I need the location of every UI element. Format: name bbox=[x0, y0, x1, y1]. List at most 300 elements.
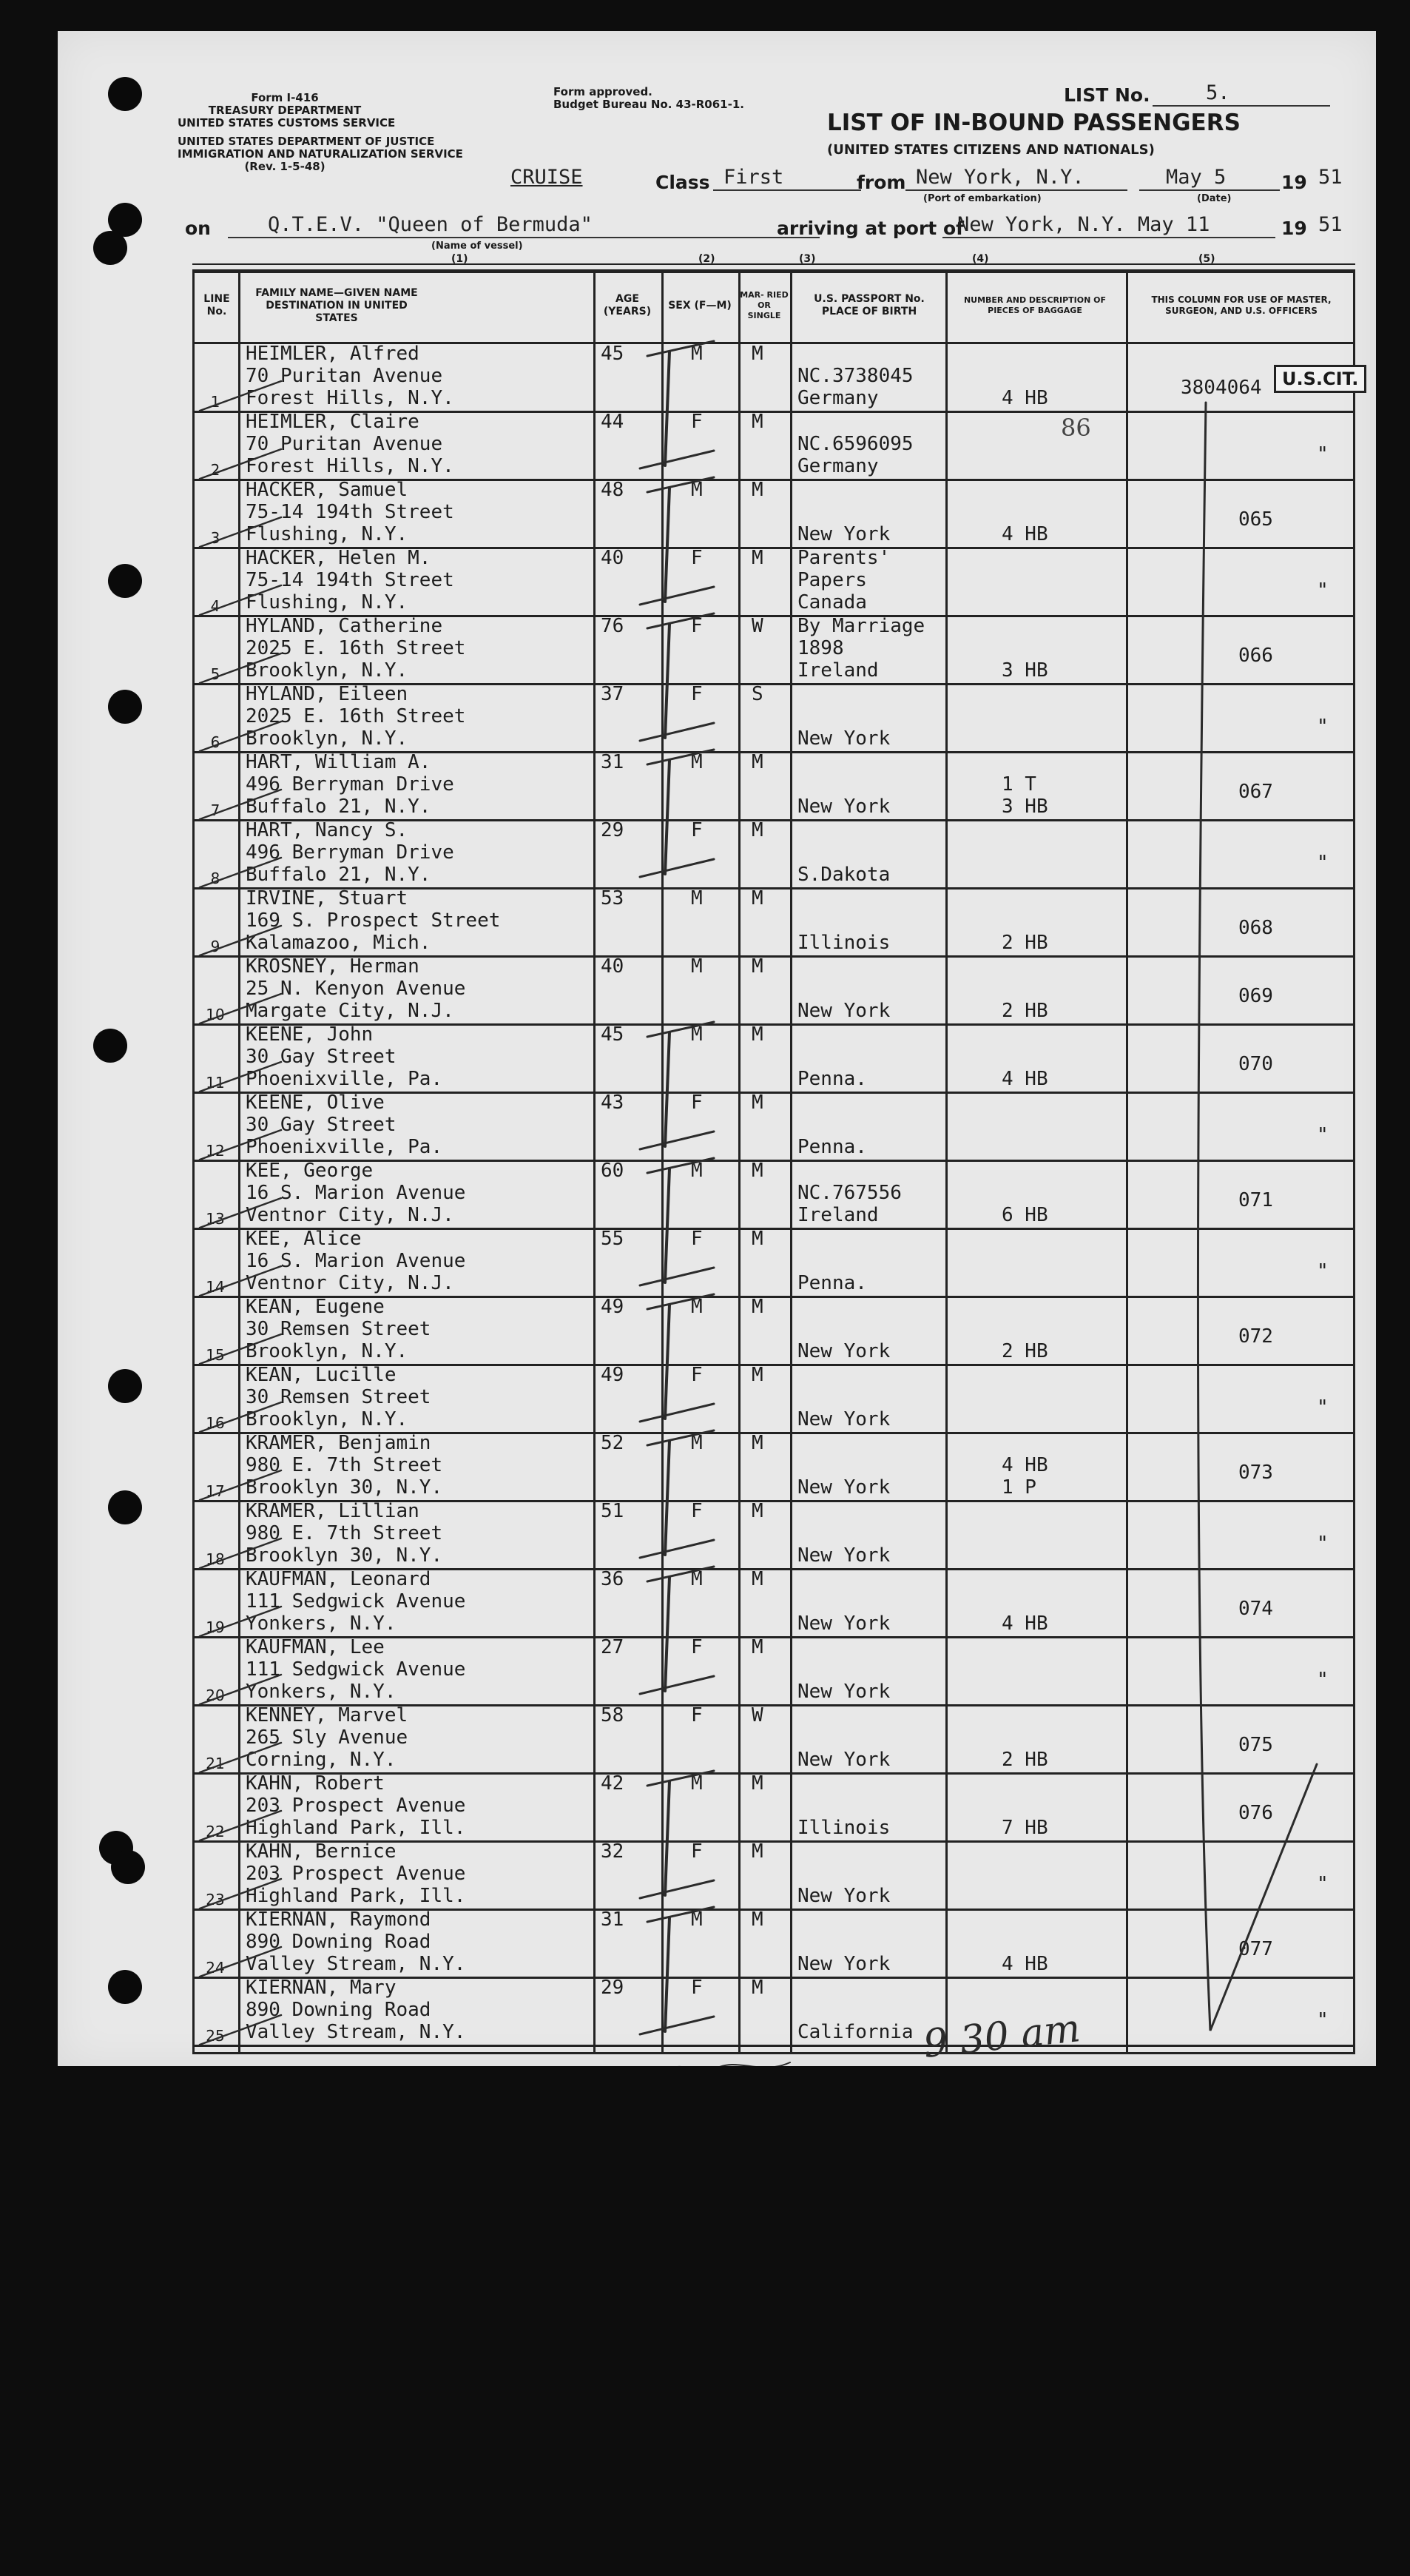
line-number: 18 bbox=[206, 1550, 225, 1568]
baggage-line-2: 3 HB bbox=[1002, 659, 1048, 682]
address-line-2: Forest Hills, N.Y. bbox=[246, 387, 454, 409]
passenger-name: KEENE, Olive bbox=[246, 1092, 385, 1114]
passport-line-2: New York bbox=[797, 1340, 891, 1362]
officer-entry: 070 bbox=[1238, 1053, 1273, 1075]
line-number: 25 bbox=[206, 2027, 225, 2045]
age-value: 44 bbox=[601, 411, 624, 433]
sex-value: F bbox=[691, 1704, 703, 1726]
officer-entry: 071 bbox=[1238, 1189, 1273, 1211]
address-line-2: Corning, N.Y. bbox=[246, 1749, 397, 1771]
ink-stroke bbox=[640, 1404, 714, 1422]
passenger-name: KIERNAN, Mary bbox=[246, 1977, 397, 1999]
line-number: 14 bbox=[206, 1278, 225, 1296]
ink-stroke bbox=[200, 1538, 281, 1568]
address-line-1: 111 Sedgwick Avenue bbox=[246, 1658, 466, 1681]
col-header-married: MAR- RIED OR SINGLE bbox=[740, 290, 789, 320]
ink-stroke bbox=[665, 1917, 669, 2031]
address-line-2: Brooklyn, N.Y. bbox=[246, 1340, 408, 1362]
ink-stroke bbox=[200, 1402, 281, 1432]
officer-entry: 076 bbox=[1238, 1802, 1273, 1824]
address-line-2: Kalamazoo, Mich. bbox=[246, 932, 431, 954]
passenger-name: HACKER, Helen M. bbox=[246, 547, 431, 569]
marital-status: M bbox=[752, 1364, 763, 1386]
marital-status: M bbox=[752, 955, 763, 978]
sex-value: M bbox=[691, 1568, 703, 1590]
officer-entry: " bbox=[1317, 1260, 1329, 1282]
ink-stroke bbox=[665, 1781, 669, 1895]
age-value: 53 bbox=[601, 887, 624, 909]
line-number: 21 bbox=[206, 1755, 225, 1772]
marital-status: M bbox=[752, 1840, 763, 1863]
ink-stroke bbox=[200, 653, 281, 683]
passport-line-2: 1898 bbox=[797, 637, 844, 659]
ins-service: IMMIGRATION AND NATURALIZATION SERVICE bbox=[178, 147, 463, 161]
ink-stroke bbox=[200, 517, 281, 547]
line-number: 2 bbox=[210, 461, 220, 479]
passport-line-2: S.Dakota bbox=[797, 864, 891, 886]
col-number-2: (2) bbox=[698, 253, 715, 265]
marital-status: M bbox=[752, 1023, 763, 1046]
col-header-age: AGE (YEARS) bbox=[603, 293, 652, 317]
passport-line-1: By Marriage bbox=[797, 615, 925, 637]
passport-line-2: New York bbox=[797, 1476, 891, 1499]
ink-stroke bbox=[640, 1880, 714, 1898]
address-line-2: Yonkers, N.Y. bbox=[246, 1612, 397, 1635]
ink-stroke bbox=[200, 1266, 281, 1296]
passport-line-2: New York bbox=[797, 1749, 891, 1771]
age-value: 49 bbox=[601, 1296, 624, 1318]
baggage-line-2: 6 HB bbox=[1002, 1204, 1048, 1226]
address-line-1: 111 Sedgwick Avenue bbox=[246, 1590, 466, 1612]
address-line-2: Margate City, N.J. bbox=[246, 1000, 454, 1022]
year-prefix-2: 19 bbox=[1281, 218, 1307, 239]
ink-stroke bbox=[665, 624, 669, 738]
address-line-2: Flushing, N.Y. bbox=[246, 591, 408, 613]
address-line-1: 70 Puritan Avenue bbox=[246, 365, 443, 387]
officer-entry: 072 bbox=[1238, 1325, 1273, 1348]
age-value: 32 bbox=[601, 1840, 624, 1863]
sex-value: M bbox=[691, 479, 703, 501]
address-line-2: Yonkers, N.Y. bbox=[246, 1681, 397, 1703]
ink-stroke bbox=[200, 2015, 281, 2045]
passport-line-2: New York bbox=[797, 1953, 891, 1975]
age-value: 60 bbox=[601, 1160, 624, 1182]
ink-stroke bbox=[665, 1577, 669, 1691]
ink-stroke bbox=[665, 352, 669, 465]
age-value: 42 bbox=[601, 1772, 624, 1795]
age-value: 45 bbox=[601, 343, 624, 365]
sex-value: F bbox=[691, 1636, 703, 1658]
line-number: 22 bbox=[206, 1823, 225, 1840]
officer-entry: " bbox=[1317, 1873, 1329, 1895]
passenger-name: HYLAND, Catherine bbox=[246, 615, 443, 637]
address-line-1: 203 Prospect Avenue bbox=[246, 1795, 466, 1817]
sex-value: F bbox=[691, 1977, 703, 1999]
passport-line-2: Papers bbox=[797, 569, 867, 591]
baggage-line-1: 4 HB bbox=[1002, 1454, 1048, 1476]
address-line-2: Brooklyn, N.Y. bbox=[246, 659, 408, 682]
marital-status: M bbox=[752, 1977, 763, 1999]
age-value: 49 bbox=[601, 1364, 624, 1386]
sex-value: F bbox=[691, 683, 703, 705]
budget-bureau: Budget Bureau No. 43-R061-1. bbox=[553, 98, 744, 111]
col-header-sex: SEX (F—M) bbox=[668, 299, 732, 312]
baggage-line-1: 86 bbox=[1061, 414, 1091, 442]
ink-stroke bbox=[200, 1743, 281, 1772]
arriving-label: arriving at port of bbox=[777, 218, 964, 239]
line-number: 16 bbox=[206, 1414, 225, 1432]
sex-value: M bbox=[691, 955, 703, 978]
sex-value: M bbox=[691, 1772, 703, 1795]
passenger-name: KRAMER, Lillian bbox=[246, 1500, 419, 1522]
age-value: 31 bbox=[601, 1909, 624, 1931]
line-number: 9 bbox=[210, 938, 220, 955]
line-number: 3 bbox=[210, 529, 220, 547]
address-line-1: 30 Remsen Street bbox=[246, 1386, 431, 1408]
ink-stroke bbox=[647, 1022, 714, 1037]
officer-entry: 067 bbox=[1238, 781, 1273, 803]
manifest-title: LIST OF IN-BOUND PASSENGERS bbox=[827, 110, 1241, 136]
vessel-caption: (Name of vessel) bbox=[431, 241, 523, 252]
ink-stroke bbox=[640, 859, 714, 877]
baggage-line-2: 4 HB bbox=[1002, 387, 1048, 409]
marital-status: M bbox=[752, 887, 763, 909]
ink-stroke bbox=[647, 1907, 714, 1922]
age-value: 48 bbox=[601, 479, 624, 501]
address-line-2: Buffalo 21, N.Y. bbox=[246, 796, 431, 818]
officer-entry: 074 bbox=[1238, 1598, 1273, 1620]
ink-stroke bbox=[640, 587, 714, 605]
age-value: 76 bbox=[601, 615, 624, 637]
age-value: 36 bbox=[601, 1568, 624, 1590]
ink-stroke bbox=[1198, 403, 1317, 2031]
ink-stroke bbox=[647, 613, 714, 628]
ink-stroke bbox=[640, 1540, 714, 1558]
col-header-line: LINE No. bbox=[203, 293, 230, 317]
address-line-1: 496 Berryman Drive bbox=[246, 841, 454, 864]
passport-line-2: Illinois bbox=[797, 932, 891, 954]
age-value: 31 bbox=[601, 751, 624, 773]
ink-stroke bbox=[200, 1675, 281, 1704]
address-line-1: 25 N. Kenyon Avenue bbox=[246, 978, 466, 1000]
passport-line-2: New York bbox=[797, 727, 891, 750]
passport-line-2: New York bbox=[797, 1000, 891, 1022]
baggage-line-2: 2 HB bbox=[1002, 1340, 1048, 1362]
passenger-name: KAUFMAN, Leonard bbox=[246, 1568, 431, 1590]
ink-stroke bbox=[665, 488, 669, 602]
passport-line-2: New York bbox=[797, 1612, 891, 1635]
baggage-line-2: 4 HB bbox=[1002, 1953, 1048, 1975]
passport-line-2: New York bbox=[797, 796, 891, 818]
address-line-2: Ventnor City, N.J. bbox=[246, 1204, 454, 1226]
officer-entry: 069 bbox=[1238, 985, 1273, 1007]
ink-stroke bbox=[640, 1676, 714, 1694]
line-number: 17 bbox=[206, 1482, 225, 1500]
port-caption: (Port of embarkation) bbox=[923, 193, 1042, 204]
sex-value: M bbox=[691, 1023, 703, 1046]
line-number: 7 bbox=[210, 801, 220, 819]
baggage-line-2: 7 HB bbox=[1002, 1817, 1048, 1839]
address-line-1: 890 Downing Road bbox=[246, 1931, 431, 1953]
passenger-name: HEIMLER, Alfred bbox=[246, 343, 419, 365]
ink-stroke bbox=[200, 1198, 281, 1228]
ink-stroke bbox=[200, 722, 281, 751]
address-line-2: Phoenixville, Pa. bbox=[246, 1136, 443, 1158]
sex-value: M bbox=[691, 1160, 703, 1182]
us-citizen-stamp: U.S.CIT. bbox=[1274, 365, 1366, 393]
ink-stroke bbox=[647, 477, 714, 492]
passenger-name: KRAMER, Benjamin bbox=[246, 1432, 431, 1454]
officer-entry: 3804064 bbox=[1181, 377, 1262, 399]
marital-status: M bbox=[752, 1432, 763, 1454]
passenger-name: HEIMLER, Claire bbox=[246, 411, 419, 433]
age-value: 51 bbox=[601, 1500, 624, 1522]
passport-line-2: California bbox=[797, 2021, 914, 2043]
col-header-passport: U.S. PASSPORT No. PLACE OF BIRTH bbox=[814, 293, 925, 317]
ink-stroke bbox=[200, 1130, 281, 1160]
sex-value: F bbox=[691, 411, 703, 433]
address-line-1: 75-14 194th Street bbox=[246, 569, 454, 591]
sex-value: F bbox=[691, 1092, 703, 1114]
address-line-1: 203 Prospect Avenue bbox=[246, 1863, 466, 1885]
passport-line-2: Germany bbox=[797, 455, 879, 477]
address-line-1: 30 Gay Street bbox=[246, 1114, 397, 1136]
address-line-1: 496 Berryman Drive bbox=[246, 773, 454, 796]
passenger-name: KEENE, John bbox=[246, 1023, 374, 1046]
handwriting-overlay bbox=[58, 31, 1376, 2066]
ink-stroke bbox=[640, 1268, 714, 1285]
justice-dept: UNITED STATES DEPARTMENT OF JUSTICE bbox=[178, 135, 435, 148]
col-number-4: (4) bbox=[972, 253, 989, 265]
marital-status: W bbox=[752, 615, 763, 637]
passenger-name: IRVINE, Stuart bbox=[246, 887, 408, 909]
ink-stroke bbox=[665, 760, 669, 874]
officer-entry: " bbox=[1317, 579, 1329, 602]
col-number-1: (1) bbox=[451, 253, 468, 265]
line-number: 15 bbox=[206, 1346, 225, 1364]
age-value: 27 bbox=[601, 1636, 624, 1658]
address-line-2: Phoenixville, Pa. bbox=[246, 1068, 443, 1090]
passenger-name: KAHN, Robert bbox=[246, 1772, 385, 1795]
marital-status: M bbox=[752, 1568, 763, 1590]
age-value: 40 bbox=[601, 547, 624, 569]
address-line-1: 980 E. 7th Street bbox=[246, 1522, 443, 1544]
passport-line-1: Parents' bbox=[797, 547, 891, 569]
marital-status: S bbox=[752, 683, 763, 705]
marital-status: M bbox=[752, 1909, 763, 1931]
col-number-5: (5) bbox=[1198, 253, 1215, 265]
address-line-2: Brooklyn 30, N.Y. bbox=[246, 1476, 443, 1499]
customs-service: UNITED STATES CUSTOMS SERVICE bbox=[178, 116, 396, 130]
from-year: 51 bbox=[1318, 166, 1343, 189]
age-value: 45 bbox=[601, 1023, 624, 1046]
passenger-name: HART, Nancy S. bbox=[246, 819, 408, 841]
officer-entry: 075 bbox=[1238, 1734, 1273, 1756]
officer-entry: " bbox=[1317, 443, 1329, 465]
passenger-name: KEE, George bbox=[246, 1160, 374, 1182]
age-value: 29 bbox=[601, 1977, 624, 1999]
officer-entry: " bbox=[1317, 716, 1329, 738]
ink-stroke bbox=[640, 1131, 714, 1149]
from-label: from bbox=[857, 172, 906, 193]
arrival-port: New York, N.Y. May 11 bbox=[957, 213, 1210, 236]
age-value: 40 bbox=[601, 955, 624, 978]
sex-value: M bbox=[691, 887, 703, 909]
ink-stroke bbox=[647, 1771, 714, 1786]
ink-stroke bbox=[200, 1334, 281, 1364]
line-number: 8 bbox=[210, 870, 220, 887]
ink-stroke bbox=[647, 1567, 714, 1581]
passport-line-2: New York bbox=[797, 1885, 891, 1907]
passport-line-2: Ireland bbox=[797, 1204, 879, 1226]
age-value: 43 bbox=[601, 1092, 624, 1114]
baggage-line-2: 2 HB bbox=[1002, 1749, 1048, 1771]
baggage-line-2: 1 P bbox=[1002, 1476, 1036, 1499]
ink-stroke bbox=[665, 1032, 669, 1146]
passport-line-2: Penna. bbox=[797, 1272, 867, 1294]
ink-stroke bbox=[640, 451, 714, 468]
time-note: 9 30 am bbox=[921, 2006, 1083, 2067]
marital-status: M bbox=[752, 343, 763, 365]
baggage-line-2: 4 HB bbox=[1002, 523, 1048, 545]
age-value: 58 bbox=[601, 1704, 624, 1726]
passport-line-1: NC.767556 bbox=[797, 1182, 902, 1204]
manifest-page bbox=[58, 31, 1376, 2066]
officer-entry: 066 bbox=[1238, 645, 1273, 667]
address-line-2: Ventnor City, N.J. bbox=[246, 1272, 454, 1294]
ink-stroke bbox=[647, 1294, 714, 1309]
ink-stroke bbox=[647, 1158, 714, 1173]
col-header-name: FAMILY NAME—GIVEN NAME DESTINATION IN UNITED STATES bbox=[255, 286, 418, 324]
line-number: 20 bbox=[206, 1686, 225, 1704]
sex-value: F bbox=[691, 1500, 703, 1522]
sex-value: F bbox=[691, 547, 703, 569]
passenger-name: KROSNEY, Herman bbox=[246, 955, 419, 978]
address-line-2: Buffalo 21, N.Y. bbox=[246, 864, 431, 886]
sex-value: F bbox=[691, 1228, 703, 1250]
treasury-dept: TREASURY DEPARTMENT bbox=[208, 104, 362, 117]
baggage-line-2: 3 HB bbox=[1002, 796, 1048, 818]
list-no-value: 5. bbox=[1206, 81, 1230, 104]
sex-value: M bbox=[691, 751, 703, 773]
line-number: 11 bbox=[206, 1074, 225, 1092]
vessel-name: Q.T.E.V. "Queen of Bermuda" bbox=[268, 213, 593, 236]
ink-stroke bbox=[640, 723, 714, 741]
age-value: 37 bbox=[601, 683, 624, 705]
ink-stroke bbox=[665, 1168, 669, 1282]
passport-line-2: Germany bbox=[797, 387, 879, 409]
revision: (Rev. 1-5-48) bbox=[244, 160, 325, 173]
passenger-name: KEAN, Lucille bbox=[246, 1364, 397, 1386]
marital-status: M bbox=[752, 751, 763, 773]
baggage-line-1: 1 T bbox=[1002, 773, 1036, 796]
address-line-2: Brooklyn 30, N.Y. bbox=[246, 1544, 443, 1567]
form-number: Form I-416 bbox=[251, 91, 319, 104]
ink-stroke bbox=[665, 1305, 669, 1419]
line-number: 13 bbox=[206, 1210, 225, 1228]
ink-stroke bbox=[200, 1811, 281, 1840]
line-number: 12 bbox=[206, 1142, 225, 1160]
passenger-name: HYLAND, Eileen bbox=[246, 683, 408, 705]
passenger-name: KAUFMAN, Lee bbox=[246, 1636, 385, 1658]
passport-line-1: NC.6596095 bbox=[797, 433, 914, 455]
from-date: May 5 bbox=[1166, 166, 1227, 189]
sex-value: M bbox=[691, 1432, 703, 1454]
passport-line-2: Penna. bbox=[797, 1136, 867, 1158]
address-line-2: Brooklyn, N.Y. bbox=[246, 1408, 408, 1430]
passenger-name: HACKER, Samuel bbox=[246, 479, 408, 501]
line-number: 10 bbox=[206, 1006, 225, 1023]
address-line-1: 16 S. Marion Avenue bbox=[246, 1182, 466, 1204]
line-number: 1 bbox=[210, 393, 220, 411]
officer-entry: 077 bbox=[1238, 1938, 1273, 1960]
passenger-name: KIERNAN, Raymond bbox=[246, 1909, 431, 1931]
line-number: 19 bbox=[206, 1618, 225, 1636]
marital-status: M bbox=[752, 479, 763, 501]
marital-status: M bbox=[752, 547, 763, 569]
address-line-1: 16 S. Marion Avenue bbox=[246, 1250, 466, 1272]
address-line-1: 75-14 194th Street bbox=[246, 501, 454, 523]
officer-entry: " bbox=[1317, 1669, 1329, 1691]
officer-entry: " bbox=[1317, 852, 1329, 874]
address-line-2: Forest Hills, N.Y. bbox=[246, 455, 454, 477]
ink-stroke bbox=[200, 1062, 281, 1092]
passenger-name: HART, William A. bbox=[246, 751, 431, 773]
sex-value: F bbox=[691, 819, 703, 841]
address-line-1: 265 Sly Avenue bbox=[246, 1726, 408, 1749]
ink-stroke bbox=[200, 790, 281, 819]
address-line-2: Valley Stream, N.Y. bbox=[246, 1953, 466, 1975]
baggage-line-2: 2 HB bbox=[1002, 932, 1048, 954]
marital-status: M bbox=[752, 1228, 763, 1250]
class-value: First bbox=[723, 166, 784, 189]
line-number: 5 bbox=[210, 665, 220, 683]
address-line-1: 30 Remsen Street bbox=[246, 1318, 431, 1340]
ink-stroke bbox=[200, 1879, 281, 1909]
marital-status: M bbox=[752, 1500, 763, 1522]
ink-stroke bbox=[647, 341, 714, 356]
address-line-2: Highland Park, Ill. bbox=[246, 1885, 466, 1907]
baggage-line-2: 2 HB bbox=[1002, 1000, 1048, 1022]
age-value: 55 bbox=[601, 1228, 624, 1250]
baggage-line-2: 4 HB bbox=[1002, 1612, 1048, 1635]
ink-stroke bbox=[665, 1441, 669, 1555]
on-label: on bbox=[185, 218, 211, 239]
passport-line-1: NC.3738045 bbox=[797, 365, 914, 387]
baggage-line-2: 4 HB bbox=[1002, 1068, 1048, 1090]
form-approved: Form approved. bbox=[553, 85, 652, 98]
marital-status: M bbox=[752, 819, 763, 841]
marital-status: M bbox=[752, 1772, 763, 1795]
passenger-name: KENNEY, Marvel bbox=[246, 1704, 408, 1726]
officer-entry: 068 bbox=[1238, 917, 1273, 939]
address-line-2: Brooklyn, N.Y. bbox=[246, 727, 408, 750]
ink-stroke bbox=[647, 1430, 714, 1445]
ink-stroke bbox=[200, 1607, 281, 1636]
sex-value: M bbox=[691, 1296, 703, 1318]
col-header-baggage: NUMBER AND DESCRIPTION OF PIECES OF BAGGAGE bbox=[963, 295, 1107, 315]
marital-status: M bbox=[752, 1160, 763, 1182]
year-prefix-1: 19 bbox=[1281, 172, 1307, 193]
passport-line-2: New York bbox=[797, 1544, 891, 1567]
ink-stroke bbox=[647, 750, 714, 764]
address-line-1: 70 Puritan Avenue bbox=[246, 433, 443, 455]
marital-status: M bbox=[752, 411, 763, 433]
sex-value: F bbox=[691, 1840, 703, 1863]
col-header-officers: THIS COLUMN FOR USE OF MASTER, SURGEON, AND U.S. OFFICERS bbox=[1151, 295, 1332, 316]
manifest-subtitle: (UNITED STATES CITIZENS AND NATIONALS) bbox=[827, 142, 1155, 158]
marital-status: M bbox=[752, 1636, 763, 1658]
